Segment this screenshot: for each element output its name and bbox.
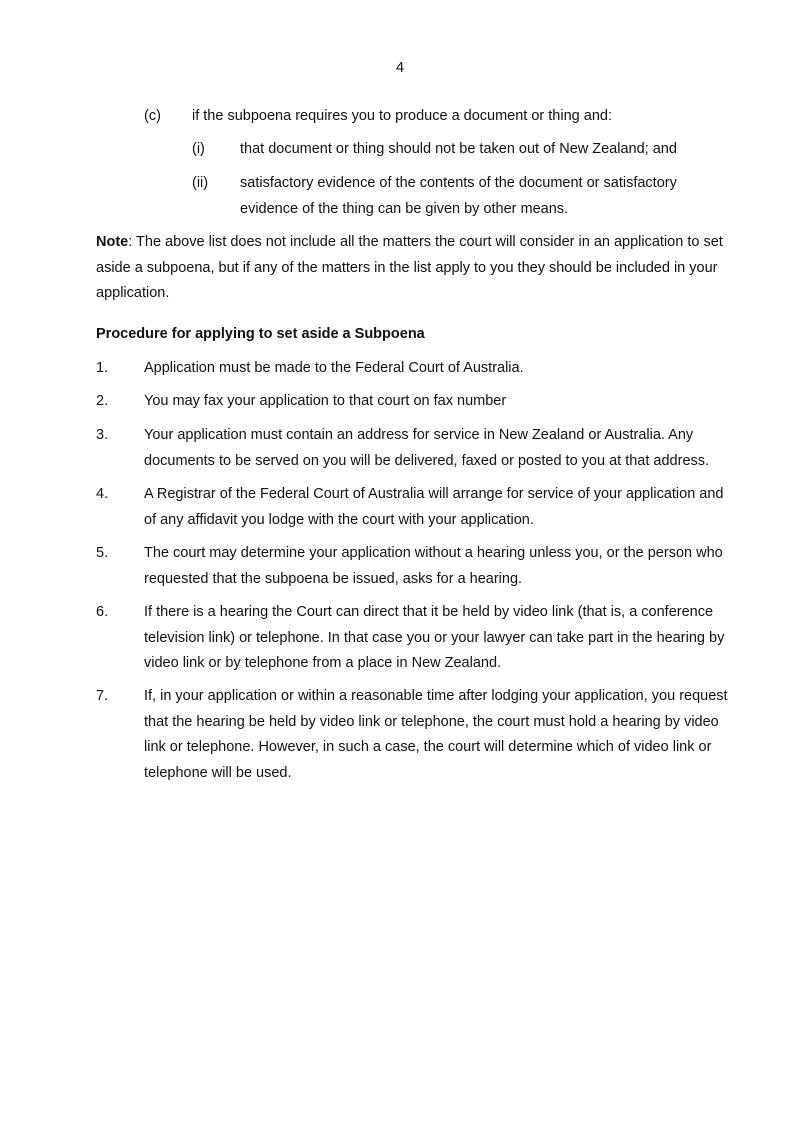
condition-c <box>0 104 800 130</box>
page-number: 4 <box>395 60 405 76</box>
list-item-text: Your application must contain an address for service in New Zealand or Australia. Any documents to be served on you will be delivered, faxed or posted to you at that address. <box>144 427 710 469</box>
list-item-text: If, in your application or within a reasonable time after lodging your application, you request that the hearing be held by video link or telephone, the court must hold a hearing by video link or telephone. However, in such a case, the court will determine which of video link or telephone will be used. <box>144 688 728 781</box>
list-item-text: A Registrar of the Federal Court of Australia will arrange for service of your application and of any affidavit you lodge with the court with your application. <box>144 486 724 528</box>
condition-ii-text: satisfactory evidence of the contents of the document or satisfactory evidence of the thing can be given by other means. <box>240 175 677 217</box>
condition-ii <box>0 171 800 223</box>
condition-c-marker: (c) <box>144 108 161 124</box>
condition-i-marker: (i) <box>192 141 205 157</box>
list-item-number: 7. <box>96 688 109 704</box>
note-paragraph <box>96 230 728 307</box>
list-item-number: 5. <box>96 545 109 561</box>
condition-i-text: that document or thing should not be taken out of New Zealand; and <box>240 141 677 157</box>
note-text: : The above list does not include all the matters the court will consider in an application to set aside a subpoena, but if any of the matters in the list apply to you they should be included in your application. <box>96 234 723 301</box>
procedure-heading: Procedure for applying to set aside a Subpoena <box>96 326 425 342</box>
list-item-number: 2. <box>96 393 109 409</box>
list-item-number: 1. <box>96 360 109 376</box>
list-item-number: 6. <box>96 604 109 620</box>
list-item-number: 3. <box>96 427 109 443</box>
list-item-text: If there is a hearing the Court can direct that it be held by video link (that is, a conference television link) or telephone. In that case you or your lawyer can take part in the hearing by video link or by telephone from a place in New Zealand. <box>144 604 725 671</box>
condition-i <box>0 137 800 163</box>
condition-ii-marker: (ii) <box>192 175 209 191</box>
condition-c-text: if the subpoena requires you to produce a document or thing and: <box>192 108 612 124</box>
list-item-text: You may fax your application to that court on fax number <box>144 393 507 409</box>
list-item-number: 4. <box>96 486 109 502</box>
list-item-text: The court may determine your application without a hearing unless you, or the person who requested that the subpoena be issued, asks for a hearing. <box>144 545 723 587</box>
list-item-text: Application must be made to the Federal Court of Australia. <box>144 360 524 376</box>
note-label: Note <box>96 234 129 250</box>
